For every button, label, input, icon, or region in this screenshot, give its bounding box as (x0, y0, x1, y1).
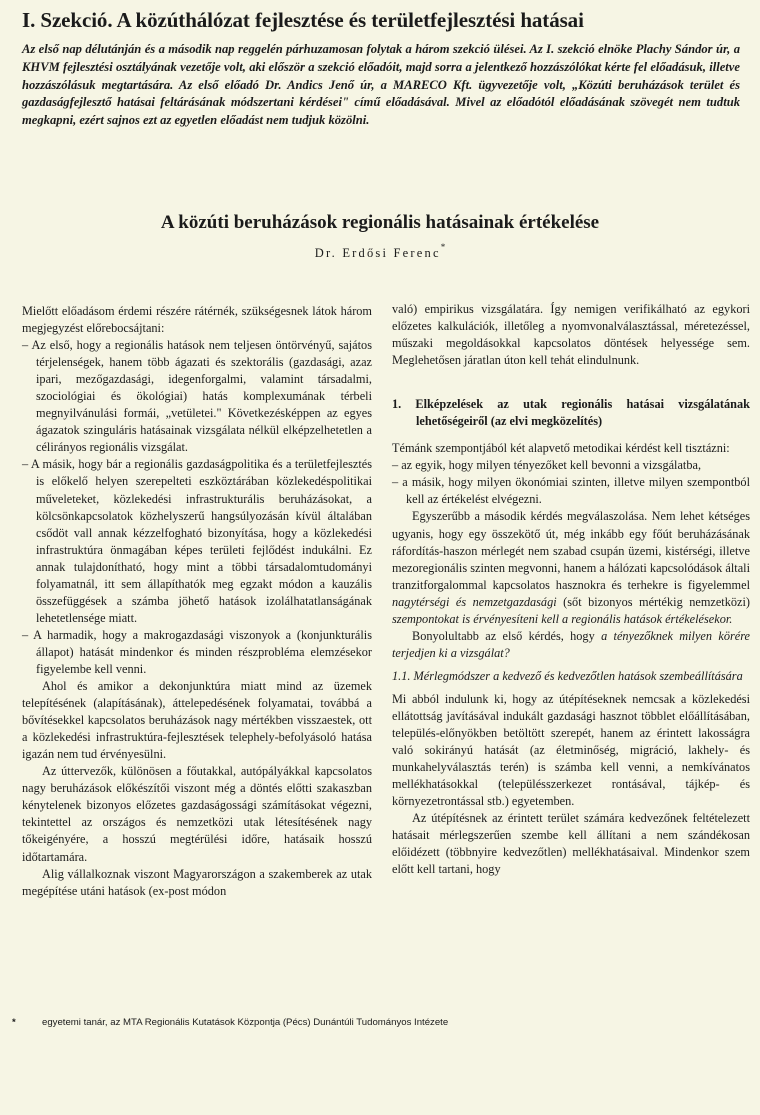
dash-item: – Az első, hogy a regionális hatások nem teljesen öntörvényű, sajátos térjelenségek, hanem több ágazati és szektorális (gazdasági, azaz ipari, mezőgazdasági, idegenforgalmi, valamint társadalmi, szociológiai és ökológiai) hatás komplexumának térbeli megnyilvánulási formái, „vetületei." Következésképpen az egyes ágazatok szinguláris hatásainak vizsgálata nélkül elképzelhetetlen a célirányos regionális vizsgálat. (22, 338, 372, 455)
paragraph: Mi abból indulunk ki, hogy az útépítéseknek nemcsak a közlekedési ellátottság javításával indukált gazdasági hasznot többlet előállításában, település-előnyökben betöltött szerepét, hanem az érintett lakosságra való sokirányú hatását (az életminőség, migráció, lakhely- és munkahelyválasztás terén) is számba kell venni, a nemkívánatos mellékhatásokkal (településszerkezet rontásával, tájkép- és környezetrontással stb.) egyetemben. (392, 691, 750, 809)
dash-item: – A másik, hogy bár a regionális gazdaságpolitika és a területfejlesztés is előkelő helyen szerepelteti eszköztárában közlekedéspolitikai műveleteket, közlekedési infrastrukturális beruházásokat, a kölcsönkapcsolatok közhelyszerű hangsúlyozásán kívül általában csődöt vall annak kézzelfogható bizonyítása, hogy a közlekedési infrastruktúra önmagában képes területi fejlődést indukálni. Ez annak tulajdonítható, hogy mint a többi társadalomtudományi folyamatnál, itt sem állapíthatók meg egzakt módon a kauzális összefüggések a számba jöhető hatások izolálhatatlanságának lehetetlensége miatt. (22, 457, 372, 625)
emphasis-text: szempontokat is érvényesíteni kell a regionális hatások értékelésekor. (392, 611, 733, 626)
right-column (392, 301, 750, 878)
intro-chair-name: Plachy Sándor (635, 42, 713, 56)
intro-text-3: úr, a MARECO Kft. ügyvezetője volt, „Közúti beruházások terület és gazdaságfejlesztő hatásai feltárásának módszertani kérdései" című előadásával. Mivel az előadótól előadásának szövegét nem tudtuk megkapni, ezért sajnos ezt az egyetlen előadást nem tudjuk közölni. (22, 77, 740, 128)
article-author (0, 244, 760, 261)
section-heading: 1. Elképzelések az utak regionális hatásai vizsgálatának lehetőségeiről (az elvi megközelítés) (392, 397, 750, 429)
paragraph-text: (sőt bizonyos mértékig nemzetközi) (556, 594, 750, 609)
paragraph-text: Bonyolultabb az első kérdés, hogy (412, 628, 602, 643)
intro-paragraph (22, 41, 740, 130)
paragraph: Ahol és amikor a dekonjunktúra miatt mind az üzemek telepítésének (alapításának), áttelepedésének folyamatai, továbbá a bővítésekkel kapcsolatos beruházások nagy mértékben visszaestek, ott a közlekedési infrastruktúra-fejlesztések telephely-befolyásoló hatása igazán nem tud érvényesülni. (22, 679, 372, 762)
emphasis-text: nagytérségi és nemzetgazdasági (392, 594, 557, 609)
section-title: I. Szekció. A közúthálózat fejlesztése és területfejlesztési hatásai (22, 8, 584, 32)
paragraph: Alig vállalkoznak viszont Magyarországon a szakemberek az utak megépítése utáni hatások (ex-post módon (22, 866, 372, 898)
paragraph (392, 508, 750, 627)
author-name: Dr. Erdősi Ferenc (314, 246, 441, 261)
left-column (22, 303, 372, 900)
dash-item: – A harmadik, hogy a makrogazdasági viszonyok a (konjunkturális állapot) hatását mindenkor és minden részprobléma elemzésekor figyelembe kell venni. (22, 627, 372, 676)
footnote-text: egyetemi tanár, az MTA Regionális Kutatások Központja (Pécs) Dunántúli Tudományos Intézete (42, 1017, 449, 1028)
author-footnote-mark: * (440, 242, 446, 252)
paragraph (392, 628, 750, 662)
dash-item: – az egyik, hogy milyen tényezőket kell bevonni a vizsgálatba, (392, 458, 702, 473)
subsection-heading: 1.1. Mérlegmódszer a kedvező és kedvezőtlen hatások szembeállítására (392, 668, 743, 683)
paragraph: Témánk szempontjából két alapvető metodikai kérdést kell tisztázni: (392, 441, 730, 456)
footnote-mark: * (12, 1017, 16, 1028)
intro-text-1: Az első nap délutánján és a második nap reggelén párhuzamosan folytak a három szekció ülései. Az I. szekció elnöke (22, 42, 636, 56)
paragraph-text: Egyszerűbb a második kérdés megválaszolása. Nem lehet kétséges ugyanis, hogy egy összekötő út, még inkább egy főút beruházásának ráfordítás-haszon mérlegét nem szabad csupán üzemi, kistérségi, illetve mezoregionális szinten megvonni, hanem a hálózati kapcsolódások általi tranzitforgalommal kapcsolatos hasznokra és terhekre is figyelemmel (392, 509, 750, 592)
paragraph: Az útépítésnek az érintett terület számára kedvezőnek feltételezett hatásait mérlegszerűen szembe kell állítani a nem szándékosan előidézett (többnyire kedvezőtlen) mellékhatásaival. Mindenkor szem előtt kell tartani, hogy (392, 811, 750, 877)
paragraph: való) empirikus vizsgálatára. Így nemigen verifikálható az egykori előzetes kalkulációk, illetőleg a nyomvonalválasztással, méretezéssel, műszaki megoldásokkal kapcsolatos döntések helyessége sem. Meglehetősen járatlan úton kell tehát elindulnunk. (392, 302, 750, 368)
footnote (12, 1017, 752, 1028)
intro-text-2: úr, a KHVM fejlesztési osztályának vezetője volt, aki először a szekció előadóit, majd sorra a jelentkező hozzászólókat kérte fel előadásuk, illetve hozzászólásuk megtartására. Az első előadó (22, 42, 741, 92)
emphasis-text: a tényezőknek milyen körére terjedjen ki a vizsgálat? (392, 628, 750, 660)
paragraph: Mielőtt előadásom érdemi részére rátérnék, szükségesnek látok három megjegyzést előrebocsájtani: (22, 304, 372, 336)
article-title: A közúti beruházások regionális hatásainak értékelése (160, 212, 600, 233)
dash-item: – a másik, hogy milyen ökonómiai szinten, illetve milyen szempontból kell az értékelést elvégezni. (392, 475, 750, 507)
intro-speaker-name: Dr. Andics Jenő (265, 77, 355, 92)
paragraph: Az úttervezők, különösen a főutakkal, autópályákkal kapcsolatos nagy beruházások előkészítői viszont még a döntés előtti szakaszban kénytelenek bizonyos előzetes gazdaságossági számításokat végezni, tekintettel az országos és nemzetközi utak létesítésének nagy tőkeigényére, a hosszú megtérülési időre, hatásaik hosszú időtartamára. (22, 764, 372, 864)
